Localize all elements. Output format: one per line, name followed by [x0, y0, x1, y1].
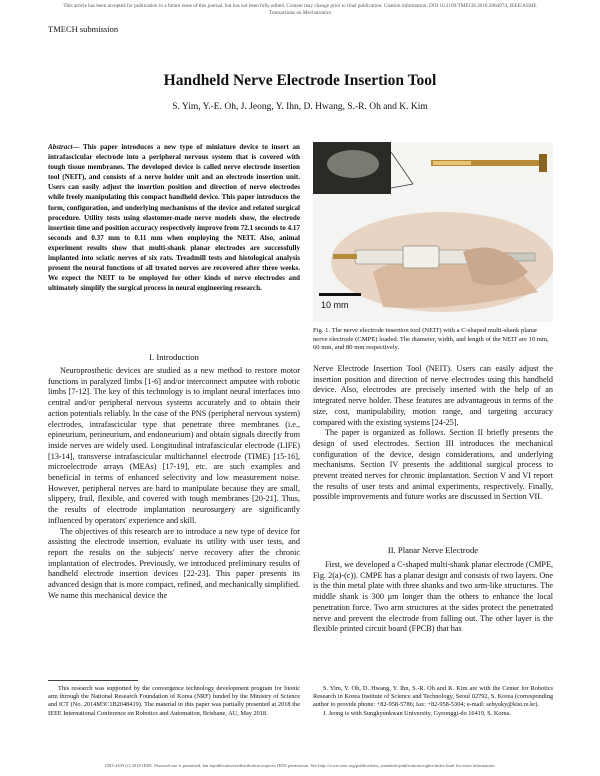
banner-line-2: Transactions on Mechatronics: [268, 10, 332, 16]
intro-body: [48, 366, 300, 601]
abstract-text: This paper introduces a new type of miniature device to insert an intrafascicular electrode into a peripheral nervous system that is covered with tough tissue membranes. The developed device is called nerve electrode insertion tool (NEIT), and consists of a nerve holder unit and an electrode insertion unit. Users can easily adjust the insertion position and direction of nerve electrodes while freely manipulating this compact handheld device. This paper introduces the form, configuration, and underlying mechanisms of the device and related surgical procedure. Utility tests using elastomer-made nerve models show, the electrode insertion time and position accuracy respectively improve from 72.1 seconds to 4.17 seconds and 0.37 mm to 0.11 mm when employing the NEIT. Also, animal experiment results show that multi-shank planar electrodes are successfully implanted into sciatic nerves of six rats. Treadmill tests and histological analysis present the neural functions of all treated nerves are recovered after three weeks. We expect the NEIT to be employed for other kinds of nerve electrodes and ultimately simplify the surgical process in neural engineering research.: [48, 143, 301, 293]
paper-title: Handheld Nerve Electrode Insertion Tool: [163, 72, 437, 89]
copyright-notice: 1083-4435 (c) 2018 IEEE. Personal use is permitted, but republication/redistribution requires IEEE permission. See http://www.ieee.org/publications_standards/publications/rights/index.html for more information.: [104, 763, 496, 768]
right-column-body: [313, 364, 553, 503]
banner-line-1: This article has been accepted for publication in a future issue of this journal, but has not been fully edited. Content may change prior to final publication. Citation information: DOI 10.1109/TMECH.2018.2864974, IEEE/ASME: [63, 3, 537, 9]
intro-heading: I. Introduction: [149, 352, 199, 362]
planar-electrode-heading: II. Planar Nerve Electrode: [387, 545, 479, 555]
abstract: [48, 142, 300, 293]
planar-electrode-body: [313, 560, 553, 635]
planar-paragraph-1: First, we developed a C-shaped multi-shank planar electrode (CMPE, Fig. 2(a)-(c)). CMPE has a planar design and consists of two layers. One is the thin metal plate with three shanks and two arm-like structures. The middle shank is 300 μm longer than the others to enhance the local penetration force. Two arm structures at the sides protect the penetrated nerve and prevent the electrode from falling out. The other layer is the flexible printed circuit board (FPCB) that has: [313, 560, 553, 634]
abstract-label: Abstract—: [48, 143, 80, 151]
footnote-affiliations: [313, 685, 553, 718]
intro-paragraph-2: The objectives of this research are to introduce a new type of device for assisting the electrode insertion, evaluate its utility with user tests, and report the results on the subjects' nerve recovery after the chronic implantation of electrodes. Previously, we introduced preliminary results of handheld electrode insertion devices [22-23]. This paper presents its advanced design that is more compact, refined, and mechanically simplified. We name this mechanical device the: [48, 526, 300, 600]
footnote-funding-text: This research was supported by the convergence technology development program for bionic arm through the National Research Foundation of Korea (NRF) funded by the Ministry of Science and ICT (No. 2014M3C1B2048419). The material in this paper was partially presented at 2018 the IEEE International Conference on Robotics and Automation, Brisbane, AU, May 2018.: [48, 685, 300, 717]
footnote-affiliation-2: J. Jeong is with Sungkyunkwan University, Gyeonggi-do 16419, S. Korea.: [323, 709, 511, 717]
scale-bar-label: 10 mm: [321, 300, 349, 310]
submission-label: TMECH submission: [48, 24, 119, 34]
footnote-funding: [48, 685, 300, 718]
right-paragraph-2: The paper is organized as follows. Section II briefly presents the design of used electrodes. Section III introduces the mechanical configuration of the device, design considerations, and underlying mechanisms. Section IV presents the additional surgical process to prevent treated nerves for chronic implantation. Section V and VI report the results of user tests and animal experiments, respectively. Finally, possible improvements and future works are discussed in Section VII.: [313, 428, 553, 502]
right-paragraph-1: Nerve Electrode Insertion Tool (NEIT). Users can easily adjust the insertion position and direction of nerve electrodes using this handheld device. Also, electrodes are precisely inserted with the help of an integrated nerve holder. These features are advantageous in terms of the size, cost, manipulability, motion range, and targeting accuracy compared with the existing systems [24-25].: [313, 364, 553, 427]
intro-paragraph-1: Neuroprosthetic devices are studied as a new method to restore motor functions in paralyzed limbs [1-6] and/or interconnect amputee with robotic limbs [7-12]. The key of this technology is to implant neural interfaces into central and/or peripheral nervous systems accurately and to obtain their action potentials reliably. In the case of the PNS (peripheral nervous system) electrodes, intrafascicular type that penetrate three membranes (i.e., epineurium, perineurium, and endoneurium) and obtain signals directly from inside nerves are widely used. Longitudinal intrafascicular electrode (LIFE) [13-14], transverse intrafascicular multichannel electrode (TIME) [15-16], microelectrode arrays (MEAs) [17-19], etc. are such examples and beneficial in terms of enhanced selectivity and low measurement noise. However, peripheral nerves are hard to manipulate because they are small, slippery, frail, flexible, and covered with tough membranes [20-21]. Thus, the results of electrode implantation neurosurgery are significantly influenced by operators' experience and skill.: [48, 366, 300, 525]
footnote-divider-left: [48, 680, 138, 681]
footnote-affiliation-1: S. Yim, Y. Oh, D. Hwang, Y. Ihn, S.-R. Oh and K. Kim are with the Center for Robotics Research in Korea Institute of Science and Technology, Seoul 02792, S. Korea (corresponding author to provide phone: +82-958-5786; fax: +82-958-5304; e-mail: sehyuky@kist.re.kr).: [313, 685, 553, 709]
figure-1-caption: Fig. 1. The nerve electrode insertion tool (NEIT) with a C-shaped multi-shank planar nerve electrode (CMPE) loaded. The diameter, width, and length of the NEIT are 10 mm, 60 mm, and 80 mm respectively.: [313, 327, 549, 352]
paper-authors: S. Yim, Y.-E. Oh, J. Jeong, Y. Ihn, D. Hwang, S.-R. Oh and K. Kim: [172, 102, 428, 112]
publication-banner: [8, 3, 592, 17]
figure-1-photo: [313, 142, 553, 322]
